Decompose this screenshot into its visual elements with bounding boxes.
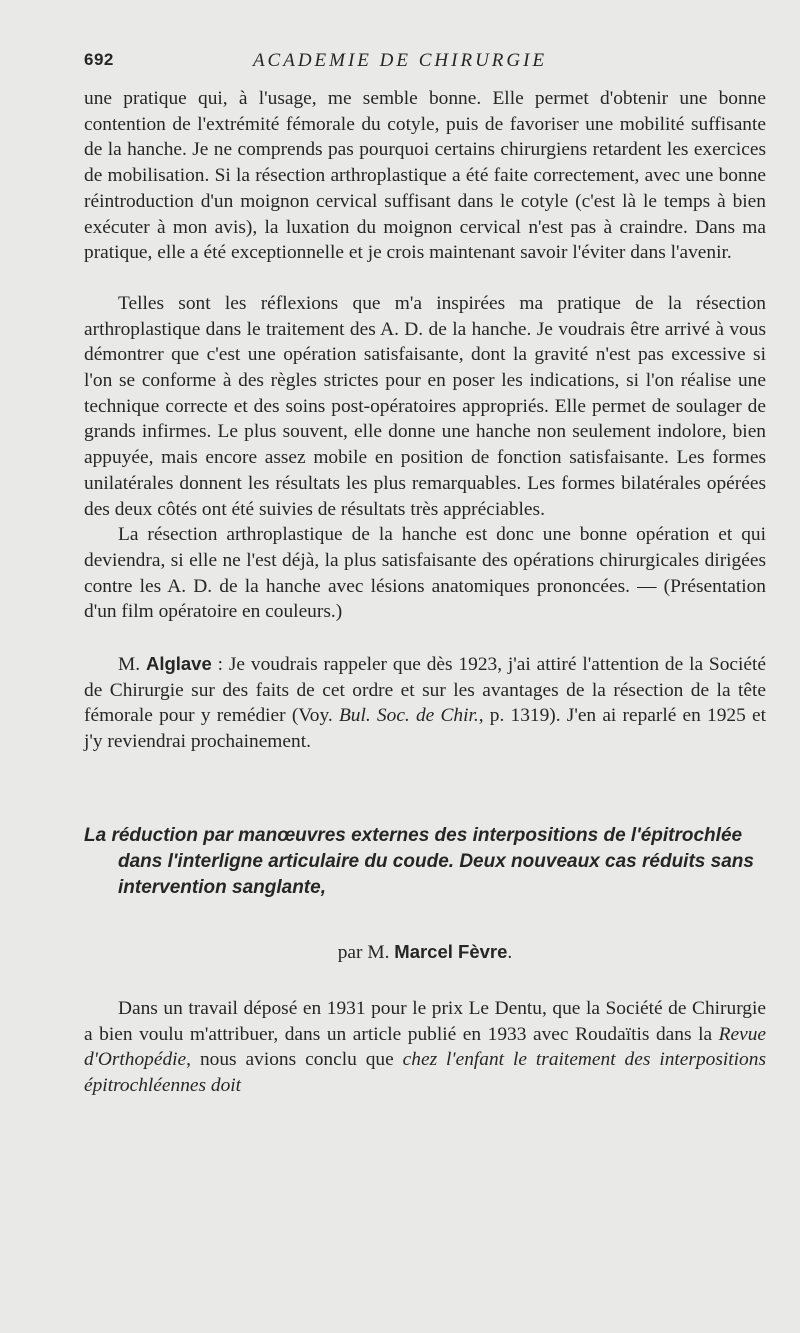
paragraph-4-text-b: , p. 1319). J'en ai reparlé en 1925 et j'y reviendrai prochainement. [84, 705, 766, 753]
paragraph-2: Telles sont les réflexions que m'a inspirées ma pratique de la résection arthroplastique dans le traitement des A. D. de la hanche. Je voudrais être arrivé à vous démontrer que c'est une opération satisfaisante, dont la gravité n'est pas excessive si l'on se conforme à des règles strictes pour en poser les indications, si l'on réalise une technique correcte et des soins post-opératoires appropriés. Elle permet de soulager de grands infirmes. Le plus souvent, elle donne une hanche non seulement indolore, bien appuyée, mais encore assez mobile en position de fonction satisfaisante. Les formes unilatérales donnent les résultats les plus remarquables. Les formes bilatérales opérées des deux côtés ont été suivies de résultats très appréciables. [84, 292, 766, 520]
article-title: La réduction par manœuvres externes des interpositions de l'épitrochlée dans l'interligne articulaire du coude. Deux nouveaux cas réduits sans intervention sanglante, [84, 824, 754, 898]
page-header [84, 50, 716, 74]
paragraph-5-text-a: Dans un travail déposé en 1931 pour le prix Le Dentu, que la Société de Chirurgie a bien voulu m'attribuer, dans un article publié en 1933 avec Roudaïtis dans la [84, 997, 766, 1045]
article-byline [84, 941, 766, 964]
speaker-prefix: M. [118, 654, 146, 676]
page-body [84, 86, 766, 1099]
paragraph-4-text-a: : Je voudrais rappeler que dès 1923, j'ai attiré l'attention de la Société de Chirurgie sur des faits de cet ordre et sur les avantages de la résection de la tête fémorale pour y remédier (Voy. [84, 654, 766, 727]
speaker-name: Alglave [145, 653, 212, 675]
paragraph-3: La résection arthroplastique de la hanche est donc une bonne opération et qui deviendra, si elle ne l'est déjà, la plus satisfaisante des opérations chirurgicales dirigées contre les A. D. de la hanche avec lésions anatomiques prononcées. — (Présentation d'un film opératoire en couleurs.) [84, 524, 766, 623]
byline-suffix: . [507, 941, 513, 963]
paragraph-1: une pratique qui, à l'usage, me semble bonne. Elle permet d'obtenir une bonne contention de l'extrémité fémorale du cotyle, puis de favoriser une mobilité suffisante de la hanche. Je ne comprends pas pourquoi certains chirurgiens retardent les exercices de mobilisation. Si la résection arthroplastique a été faite correctement, avec une bonne réintroduction d'un moignon cervical suffisant dans le cotyle (c'est là le temps à bien exécuter à mon avis), la luxation du moignon cervical n'est pas à craindre. Dans ma pratique, elle a été exceptionnelle et je crois maintenant savoir l'éviter dans l'avenir. [84, 88, 766, 264]
paragraph-4 [84, 651, 766, 755]
running-head: ACADEMIE DE CHIRURGIE [252, 50, 548, 71]
journal-name: Revue d'Orthopédie [84, 1023, 766, 1071]
paragraph-5-italic: chez l'enfant le traitement des interpositions épitrochléennes doit [84, 1049, 766, 1096]
journal-reference: Bul. Soc. de Chir. [338, 705, 479, 727]
author-name: Marcel Fèvre [394, 940, 508, 962]
paragraph-5-text-b: , nous avions conclu que [186, 1049, 403, 1071]
byline-prefix: par M. [337, 941, 395, 963]
paragraph-5 [84, 996, 766, 1099]
page-number: 692 [84, 50, 114, 69]
